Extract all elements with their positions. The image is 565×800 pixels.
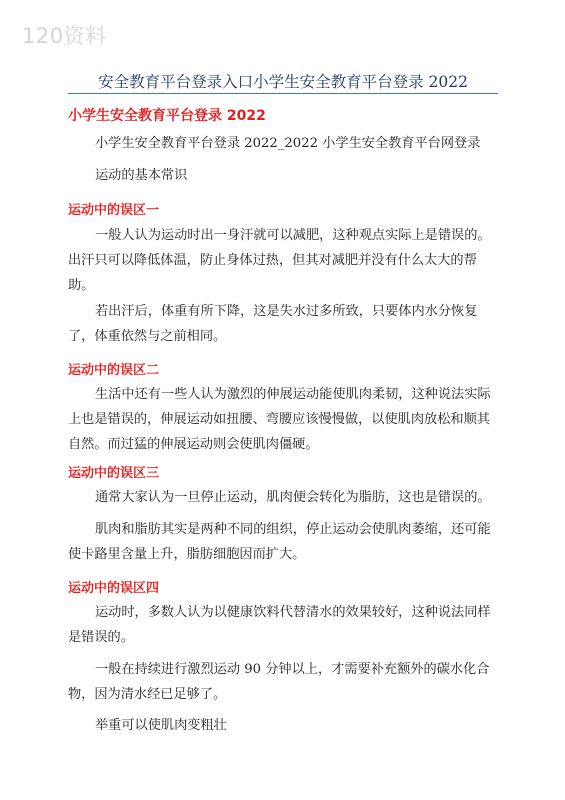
closing-line: 举重可以使肌肉变粗壮 [95, 718, 227, 733]
title-underline [68, 93, 498, 94]
intro-line: 小学生安全教育平台登录 2022_2022 小学生安全教育平台网登录 [95, 136, 481, 151]
section-2-paragraph-1: 生活中还有一些人认为激烈的伸展运动能使肌肉柔韧，这种说法实际上也是错误的，伸展运动如扭腰、弯腰应该慢慢做，以使肌肉放松和顺其自然。而过猛的伸展运动则会使肌肉僵硬。 [68, 387, 491, 452]
section-4-paragraph-1: 运动时，多数人认为以健康饮料代替清水的效果较好，这种说法同样是错误的。 [68, 605, 491, 645]
watermark-logo: 120资料 [22, 24, 107, 48]
document-title: 安全教育平台登录入口小学生安全教育平台登录 2022 [98, 73, 468, 91]
section-heading-4: 运动中的误区四 [68, 581, 160, 596]
section-4-paragraph-2: 一般在持续进行激烈运动 90 分钟以上，才需要补充额外的碳水化合物，因为清水经已足够了。 [68, 662, 490, 702]
main-heading: 小学生安全教育平台登录 2022 [68, 108, 266, 124]
section-1-paragraph-2: 若出汗后，体重有所下降，这是失水过多所致，只要体内水分恢复了，体重依然与之前相同。 [68, 304, 478, 344]
section-3-paragraph-2: 肌肉和脂肪其实是两种不同的组织，停止运动会使肌肉萎缩，还可能使卡路里含量上升，脂肪细胞因而扩大。 [68, 522, 491, 562]
section-heading-1: 运动中的误区一 [68, 203, 160, 218]
section-heading-3: 运动中的误区三 [68, 466, 160, 481]
section-heading-2: 运动中的误区二 [68, 363, 160, 378]
section-3-paragraph-1: 通常大家认为一旦停止运动，肌肉便会转化为脂肪，这也是错误的。 [95, 490, 491, 505]
section-1-paragraph-1: 一般人认为运动时出一身汗就可以减肥，这种观点实际上是错误的。出汗只可以降低体温，防止身体过热，但其对减肥并没有什么太大的帮助。 [68, 228, 491, 293]
section-intro: 运动的基本常识 [95, 168, 188, 183]
